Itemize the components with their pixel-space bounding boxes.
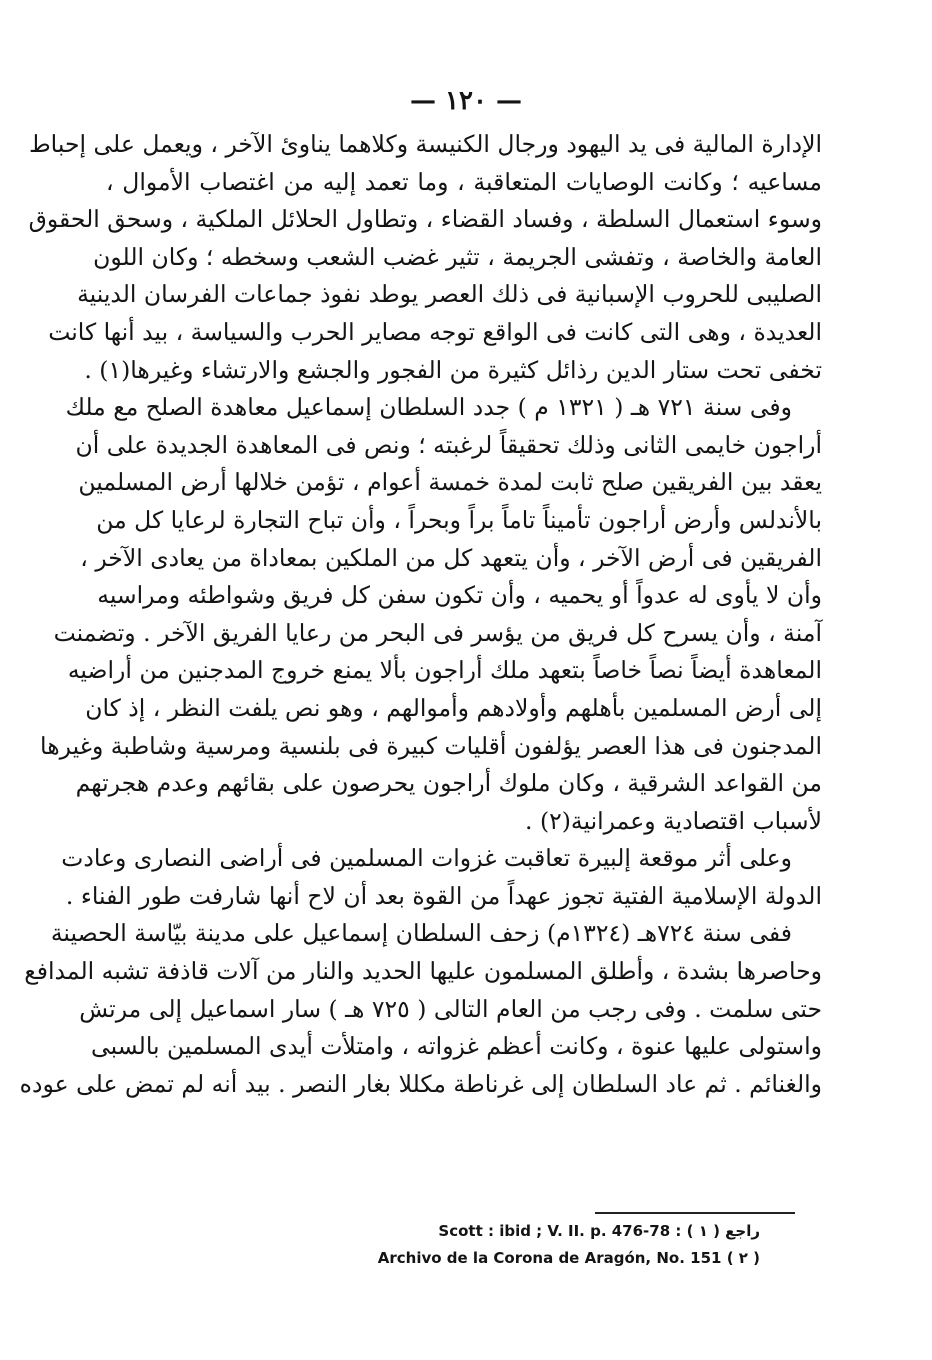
footnote [320,1245,760,1272]
page-number: — ١٢٠ — [409,86,523,116]
text-line: تخفى تحت ستار الدين رذائل كثيرة من الفجور والجشع والارتشاء وغيرها(١) . [84,355,822,384]
text-line: حتى سلمت . وفى رجب من العام التالى ( ٧٢٥ هـ ) سار اسماعيل إلى مرتش [79,994,822,1023]
text-line: إلى أرض المسلمين بأهلهم وأولادهم وأموالهم ، وهو نص يلفت النظر ، إذ كان [85,693,822,722]
footnote-text: Archivo de la Corona de Aragón, No. 151 [377,1249,722,1267]
text-line: آمنة ، وأن يسرح كل فريق من يؤسر فى البحر من رعايا الفريق الآخر . وتضمنت [53,618,822,647]
text-line: مساعيه ؛ وكانت الوصايات المتعاقبة ، وما تعمد إليه من اغتصاب الأموال ، [106,167,822,196]
footnote-text: Scott : ibid ; V. II. p. 476-78 : راجع [438,1222,760,1240]
text-line: العديدة ، وهى التى كانت فى الواقع توجه مصاير الحرب والسياسة ، بيد أنها كانت [48,317,822,346]
text-line: وأن لا يأوى له عدواً أو يحميه ، وأن تكون سفن كل فريق وشواطئه ومراسيه [97,581,822,610]
text-line: بالأندلس وأرض أراجون تأميناً تاماً براً وبحراً ، وأن تباح التجارة لرعايا كل من [96,505,822,534]
text-line: أراجون خايمى الثانى وذلك تحقيقاً لرغبته ؛ ونص فى المعاهدة الجديدة على أن [75,430,822,459]
text-line: لأسباب اقتصادية وعمرانية(٢) . [525,806,822,835]
text-line: من القواعد الشرقية ، وكان ملوك أراجون يحرصون على بقائهم وعدم هجرتهم [75,769,822,798]
footnotes [320,1218,760,1272]
text-line: وفى سنة ٧٢١ هـ ( ١٣٢١ م ) جدد السلطان إسماعيل معاهدة الصلح مع ملك [65,393,792,422]
text-line: الإدارة المالية فى يد اليهود ورجال الكنيسة وكلاهما يناوئ الآخر ، ويعمل على إحباط [28,130,822,158]
footnote-marker: ( ٢ ) [726,1249,760,1267]
text-line: ففى سنة ٧٢٤هـ (١٣٢٤م) زحف السلطان إسماعيل على مدينة بيّاسة الحصينة [50,919,792,948]
footnote [320,1218,760,1245]
text-line: الصليبى للحروب الإسبانية فى ذلك العصر يوطد نفوذ جماعات الفرسان الدينية [77,280,822,309]
text-line: العامة والخاصة ، وتفشى الجريمة ، تثير غضب الشعب وسخطه ؛ وكان اللون [93,242,822,271]
text-line: واستولى عليها عنوة ، وكانت أعظم غزواته ، وامتلأت أيدى المسلمين بالسبى [91,1032,822,1061]
text-line: الدولة الإسلامية الفتية تجوز عهداً من القوة بعد أن لاح أنها شارفت طور الفناء . [65,881,822,910]
text-line: وعلى أثر موقعة إلبيرة تعاقبت غزوات المسلمين فى أراضى النصارى وعادت [61,844,792,873]
text-line: المدجنون فى هذا العصر يؤلفون أقليات كبيرة فى بلنسية ومرسية وشاطبة وغيرها [40,731,822,760]
text-line: المعاهدة أيضاً نصاً خاصاً بتعهد ملك أراجون بألا يمنع خروج المدجنين من أراضيه [67,656,822,685]
text-line: وحاصرها بشدة ، وأطلق المسلمون عليها الحديد والنار من آلات قاذفة تشبه المدافع [24,957,822,986]
text-line: يعقد بين الفريقين صلح ثابت لمدة خمسة أعوام ، تؤمن خلالها أرض المسلمين [78,468,822,497]
text-line: الفريقين فى أرض الآخر ، وأن يتعهد كل من الملكين بمعاداة من يعادى الآخر ، [80,543,822,572]
text-line: وسوء استعمال السلطة ، وفساد القضاء ، وتطاول الحلائل الملكية ، وسحق الحقوق [28,205,822,234]
footnote-rule [595,1212,795,1214]
body-text [19,126,822,1103]
text-line: والغنائم . ثم عاد السلطان إلى غرناطة مكللا بغار النصر . بيد أنه لم تمض على عوده [19,1069,822,1098]
footnote-marker: ( ١ ) [686,1222,720,1240]
